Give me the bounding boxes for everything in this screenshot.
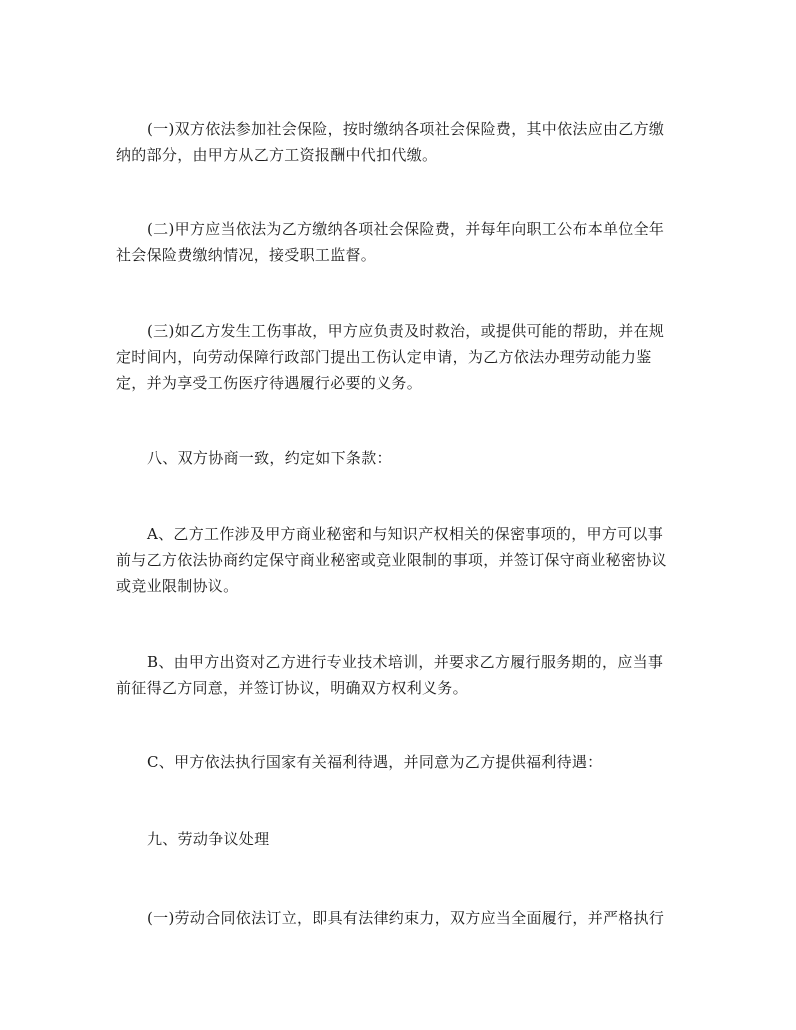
text-line: 八、双方协商一致，约定如下条款： [147,449,392,467]
text-line: 前与乙方依法协商约定保守商业秘密或竞业限制的事项，并签订保守商业秘密协议 [116,551,667,569]
text-line: B、由甲方出资对乙方进行专业技术培训，并要求乙方履行服务期的，应当事 [147,653,664,671]
text-line: 或竞业限制协议。 [116,577,239,595]
text-line: (一)双方依法参加社会保险，按时缴纳各项社会保险费，其中依法应由乙方缴 [147,120,665,138]
text-line: A、乙方工作涉及甲方商业秘密和与知识产权相关的保密事项的，甲方可以事 [147,525,664,543]
text-line: 九、劳动争议处理 [147,830,270,848]
clause-b [116,649,682,701]
text-line: 纳的部分，由甲方从乙方工资报酬中代扣代缴。 [116,146,438,164]
text-line: (三)如乙方发生工伤事故，甲方应负责及时救治，或提供可能的帮助，并在规 [147,322,665,340]
section-heading-eight [116,445,682,471]
text-line: (一)劳动合同依法订立，即具有法律约束力，双方应当全面履行，并严格执行 [147,909,665,927]
text-line: 定，并为享受工伤医疗待遇履行必要的义务。 [116,374,423,392]
clause-c [116,749,682,775]
text-line: 社会保险费缴纳情况，接受职工监督。 [116,246,377,264]
text-line: C、甲方依法执行国家有关福利待遇，并同意为乙方提供福利待遇： [147,753,603,771]
paragraph-social-insurance-1 [116,116,682,168]
text-line: 定时间内，向劳动保障行政部门提出工伤认定申请，为乙方依法办理劳动能力鉴 [116,348,652,366]
paragraph-dispute-1 [116,905,682,931]
text-line: (二)甲方应当依法为乙方缴纳各项社会保险费，并每年向职工公布本单位全年 [147,220,665,238]
text-line: 前征得乙方同意，并签订协议，明确双方权利义务。 [116,679,468,697]
clause-a [116,521,682,599]
paragraph-work-injury [116,318,682,396]
section-heading-nine [116,826,682,852]
paragraph-social-insurance-2 [116,216,682,268]
